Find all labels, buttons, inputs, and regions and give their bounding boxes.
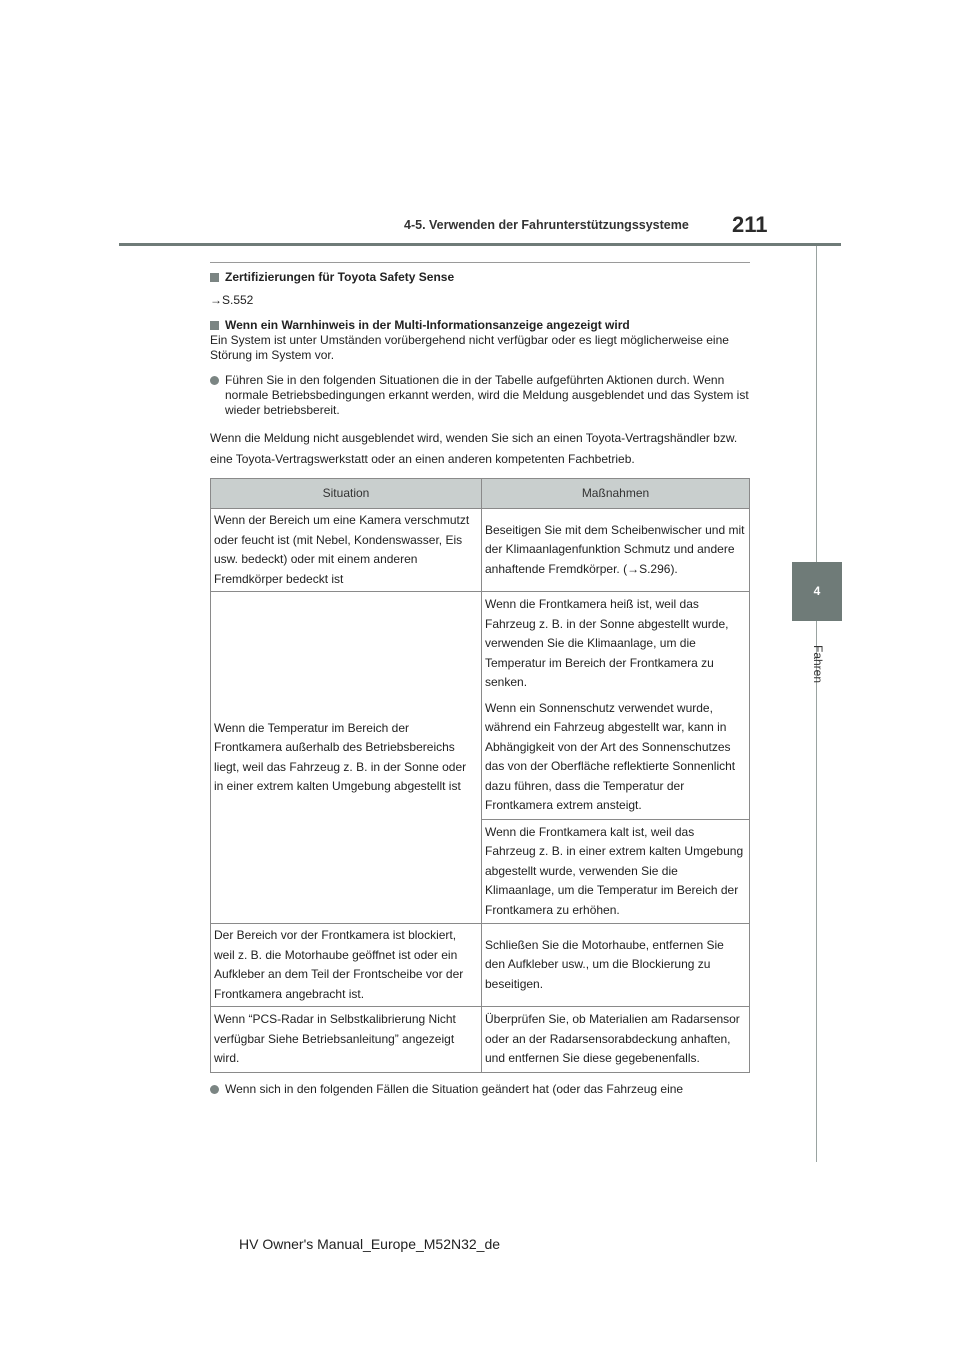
- table-row: [211, 592, 750, 820]
- intro-text: Ein System ist unter Umständen vorübergehend nicht verfügbar oder es liegt möglicherweise eine Störung im System vor.: [210, 333, 729, 362]
- section-heading-text: Wenn ein Warnhinweis in der Multi-Informationsanzeige angezeigt wird: [225, 318, 630, 332]
- action-cell: [482, 592, 750, 820]
- situation-cell: Wenn “PCS-Radar in Selbstkalibrierung Nicht verfügbar Siehe Betriebsanleitung” angezeigt wird.: [211, 1007, 482, 1073]
- chapter-tab: 4: [792, 562, 842, 621]
- bullet-item: [210, 1082, 750, 1096]
- action-cell: Beseitigen Sie mit dem Scheibenwischer und mit der Klimaanlagenfunktion Schmutz und andere anhaftende Fremdkörper. (→S.296).: [482, 509, 750, 592]
- circle-bullet-icon: [210, 1085, 219, 1094]
- chapter-label: Fahren: [811, 644, 825, 684]
- paragraph-text: Wenn die Meldung nicht ausgeblendet wird, wenden Sie sich an einen Toyota-Vertragshändler bzw. eine Toyota-Vertragswerkstatt oder an einen anderen kompetenten Fachbetrieb.: [210, 431, 738, 466]
- section-heading: [210, 270, 750, 285]
- circle-bullet-icon: [210, 376, 219, 385]
- content-top-rule: [210, 262, 750, 263]
- square-bullet-icon: [210, 273, 219, 282]
- main-content: [210, 262, 750, 1073]
- square-bullet-icon: [210, 321, 219, 330]
- page-number: 211: [732, 212, 768, 237]
- table-row: [211, 509, 750, 592]
- table-header-measures: Maßnahmen: [482, 479, 750, 509]
- header-divider: [119, 243, 841, 246]
- bullet-item: [210, 373, 750, 418]
- action-cell: Schließen Sie die Motorhaube, entfernen Sie den Aufkleber usw., um die Blockierung zu beseitigen.: [482, 924, 750, 1007]
- situation-cell: Wenn die Temperatur im Bereich der Frontkamera außerhalb des Betriebsbereichs liegt, weil das Fahrzeug z. B. in der Sonne oder in einer extrem kalten Umgebung abgestellt ist: [211, 592, 482, 924]
- action-cell: Wenn die Frontkamera kalt ist, weil das Fahrzeug z. B. in einer extrem kalten Umgebung abgestellt wurde, verwenden Sie die Klimaanlage, um die Temperatur im Bereich der Frontkamera zu erhöhen.: [482, 819, 750, 924]
- page-reference: →S.552: [210, 293, 254, 307]
- section-heading: [210, 318, 750, 333]
- bullet-text: Führen Sie in den folgenden Situationen die in der Tabelle aufgeführten Aktionen durch. Wenn normale Betriebsbedingungen erkannt werden, wird die Meldung ausgeblendet und das System ist wieder betriebsbereit.: [225, 373, 749, 417]
- bullet-text: Wenn sich in den folgenden Fällen die Situation geändert hat (oder das Fahrzeug eine: [225, 1082, 684, 1096]
- footer-text: HV Owner's Manual_Europe_M52N32_de: [239, 1236, 501, 1252]
- table-row: [211, 924, 750, 1007]
- section-heading-text: Zertifizierungen für Toyota Safety Sense: [225, 270, 455, 284]
- action-text: Wenn die Frontkamera heiß ist, weil das Fahrzeug z. B. in der Sonne abgestellt wurde, verwenden Sie die Klimaanlage, um die Temperatur im Bereich der Frontkamera zu senken.: [485, 597, 729, 689]
- table-header-situation: Situation: [211, 479, 482, 509]
- section-header-title: 4-5. Verwenden der Fahrunterstützungssysteme: [404, 218, 689, 232]
- action-text: Wenn ein Sonnenschutz verwendet wurde, während ein Fahrzeug abgestellt war, kann in Abhängigkeit von der Art des Sonnenschutzes das von der Oberfläche reflektierte Sonnenlicht dazu führen, dass die Temperatur der Frontkamera extrem ansteigt.: [485, 700, 736, 812]
- situation-cell: Wenn der Bereich um eine Kamera verschmutzt oder feucht ist (mit Nebel, Kondenswasser, Eis usw. bedeckt) oder mit einem anderen Fremdkörper bedeckt ist: [211, 509, 482, 592]
- side-divider: [816, 246, 817, 1162]
- action-cell: Überprüfen Sie, ob Materialien am Radarsensor oder an der Radarsensorabdeckung anhaften, und entfernen Sie diese gegebenenfalls.: [482, 1007, 750, 1073]
- situation-cell: Der Bereich vor der Frontkamera ist blockiert, weil z. B. die Motorhaube geöffnet ist oder ein Aufkleber an dem Teil der Frontscheibe vor der Frontkamera angebracht ist.: [211, 924, 482, 1007]
- table-row: [211, 1007, 750, 1073]
- situation-table: [210, 478, 750, 1073]
